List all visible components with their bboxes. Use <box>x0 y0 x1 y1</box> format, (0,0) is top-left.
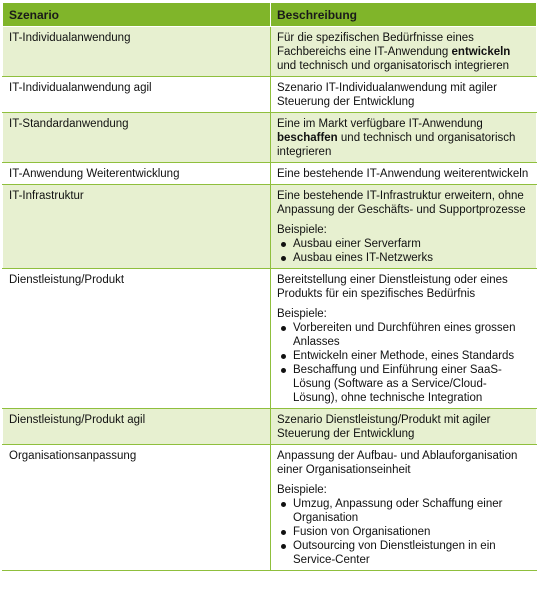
description-cell <box>271 27 537 77</box>
scenario-cell: IT-Individualanwendung <box>3 27 271 77</box>
description-cell <box>271 269 537 409</box>
scenario-cell: Dienstleistung/Produkt <box>3 269 271 409</box>
scenario-cell: IT-Anwendung Weiterentwicklung <box>3 163 271 185</box>
description-cell <box>271 409 537 445</box>
description-cell <box>271 445 537 571</box>
list-item: Umzug, Anpassung oder Schaffung einer Organisation <box>293 497 530 525</box>
scenario-cell: IT-Individualanwendung agil <box>3 77 271 113</box>
examples-list <box>277 497 530 567</box>
description-part: und technisch und organisatorisch integrieren <box>277 132 516 158</box>
description-text: Bereitstellung einer Dienstleistung oder eines Produkts für ein spezifisches Bedürfnis <box>277 274 508 300</box>
list-item: Outsourcing von Dienstleistungen in ein Service-Center <box>293 539 530 567</box>
description-text: Eine bestehende IT-Infrastruktur erweitern, ohne Anpassung der Geschäfts- und Supportprozesse <box>277 190 526 216</box>
description-text: Szenario IT-Individualanwendung mit agiler Steuerung der Entwicklung <box>277 82 497 108</box>
description-emphasis: beschaffen <box>277 132 338 144</box>
table-row <box>3 27 537 77</box>
list-item: Ausbau einer Serverfarm <box>293 237 530 251</box>
table-row <box>3 409 537 445</box>
description-text <box>277 117 530 159</box>
description-text: Anpassung der Aufbau- und Ablauforganisation einer Organisationseinheit <box>277 450 518 476</box>
description-text: Eine bestehende IT-Anwendung weiterentwickeln <box>277 168 529 180</box>
examples-label: Beispiele: <box>277 484 327 496</box>
header-scenario: Szenario <box>3 3 271 27</box>
examples-list <box>277 237 530 265</box>
examples-list <box>277 321 530 405</box>
description-text: Szenario Dienstleistung/Produkt mit agiler Steuerung der Entwicklung <box>277 414 491 440</box>
list-item: Fusion von Organisationen <box>293 525 530 539</box>
table-row <box>3 445 537 571</box>
scenario-cell: IT-Standardanwendung <box>3 113 271 163</box>
description-text <box>277 31 530 73</box>
examples-label: Beispiele: <box>277 224 327 236</box>
header-row <box>3 3 537 27</box>
description-cell <box>271 113 537 163</box>
header-description: Beschreibung <box>271 3 537 27</box>
description-cell <box>271 77 537 113</box>
table-row <box>3 163 537 185</box>
scenario-cell: IT-Infrastruktur <box>3 185 271 269</box>
scenario-table <box>2 2 537 571</box>
description-part: Für die spezifischen Bedürfnisse eines Fachbereichs eine IT-Anwendung <box>277 32 474 58</box>
table-row <box>3 185 537 269</box>
list-item: Entwickeln einer Methode, eines Standards <box>293 349 530 363</box>
list-item: Ausbau eines IT-Netzwerks <box>293 251 530 265</box>
description-cell <box>271 185 537 269</box>
examples-label: Beispiele: <box>277 308 327 320</box>
scenario-cell: Dienstleistung/Produkt agil <box>3 409 271 445</box>
table-row <box>3 113 537 163</box>
description-part: und technisch und organisatorisch integrieren <box>277 60 510 72</box>
list-item: Beschaffung und Einführung einer SaaS-Lösung (Software as a Service/Cloud-Lösung), ohne technische Integration <box>293 363 530 405</box>
scenario-cell: Organisationsanpassung <box>3 445 271 571</box>
table-row <box>3 269 537 409</box>
table-row <box>3 77 537 113</box>
description-part: Eine im Markt verfügbare IT-Anwendung <box>277 118 483 130</box>
description-cell <box>271 163 537 185</box>
list-item: Vorbereiten und Durchführen eines grossen Anlasses <box>293 321 530 349</box>
description-emphasis: entwickeln <box>451 46 511 58</box>
